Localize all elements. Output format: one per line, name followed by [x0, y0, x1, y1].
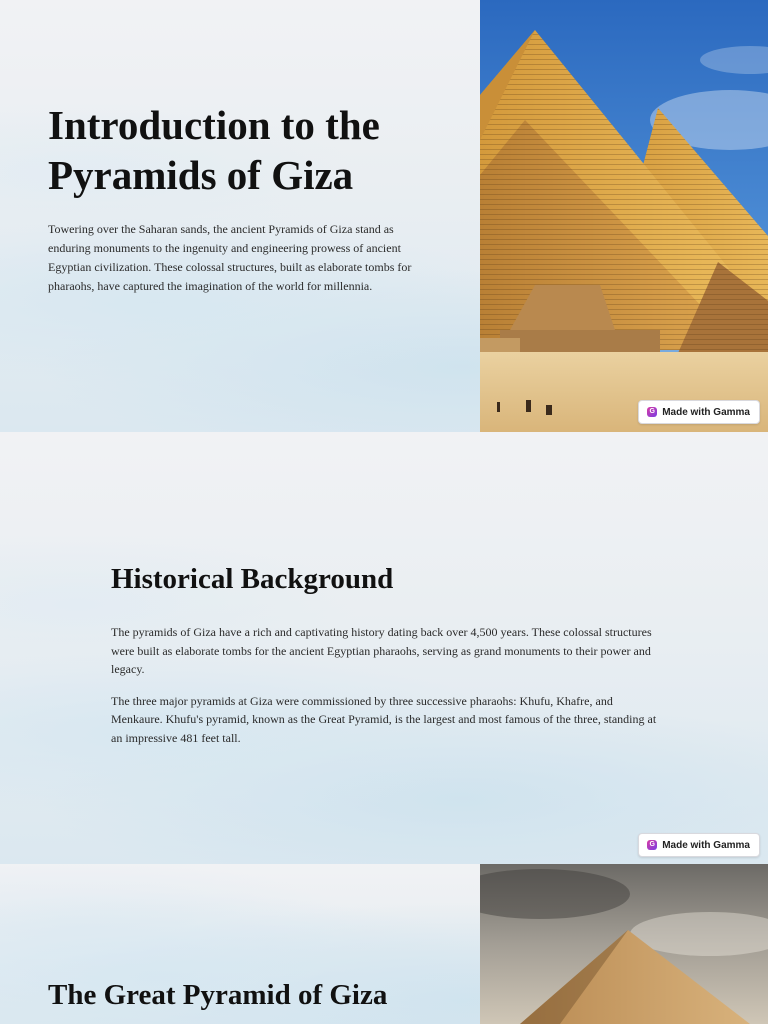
pyramids-image — [480, 0, 768, 432]
slide-great-pyramid — [0, 864, 768, 1024]
slide-historical-background — [0, 432, 768, 864]
slide-intro — [0, 0, 768, 432]
history-paragraph-2: The three major pyramids at Giza were commissioned by three successive pharaohs: Khufu, Khafre, and Menkaure. Khufu's pyramid, known as the Great Pyramid, is the largest and most famous of the three, standing at an impressive 481 feet tall. — [111, 693, 657, 745]
history-title: Historical Background — [111, 563, 394, 595]
badge-label: Made with Gamma — [662, 406, 750, 418]
history-text-block — [111, 562, 661, 747]
gamma-logo-icon: G — [647, 840, 657, 850]
great-pyramid-image — [480, 864, 768, 1024]
great-pyramid-title: The Great Pyramid of Giza — [48, 979, 388, 1011]
great-pyramid-photo — [480, 864, 768, 1024]
great-pyramid-text-block — [48, 978, 468, 1012]
intro-body: Towering over the Saharan sands, the ancient Pyramids of Giza stand as enduring monuments to the ingenuity and engineering prowess of ancient Egyptian civilization. These colossal structures, built as elaborate tombs for pharaohs, have captured the imagination of the world for millennia. — [48, 222, 412, 293]
gamma-logo-icon: G — [647, 407, 657, 417]
badge-label: Made with Gamma — [662, 839, 750, 851]
made-with-gamma-badge[interactable] — [638, 400, 760, 424]
made-with-gamma-badge[interactable] — [638, 833, 760, 857]
history-paragraph-1: The pyramids of Giza have a rich and captivating history dating back over 4,500 years. These colossal structures were built as elaborate tombs for the ancient Egyptian pharaohs, serving as grand monuments to their power and legacy. — [111, 625, 652, 676]
intro-title: Introduction to the Pyramids of Giza — [48, 102, 380, 198]
intro-text-block — [48, 100, 438, 296]
pyramids-photo — [480, 0, 768, 432]
